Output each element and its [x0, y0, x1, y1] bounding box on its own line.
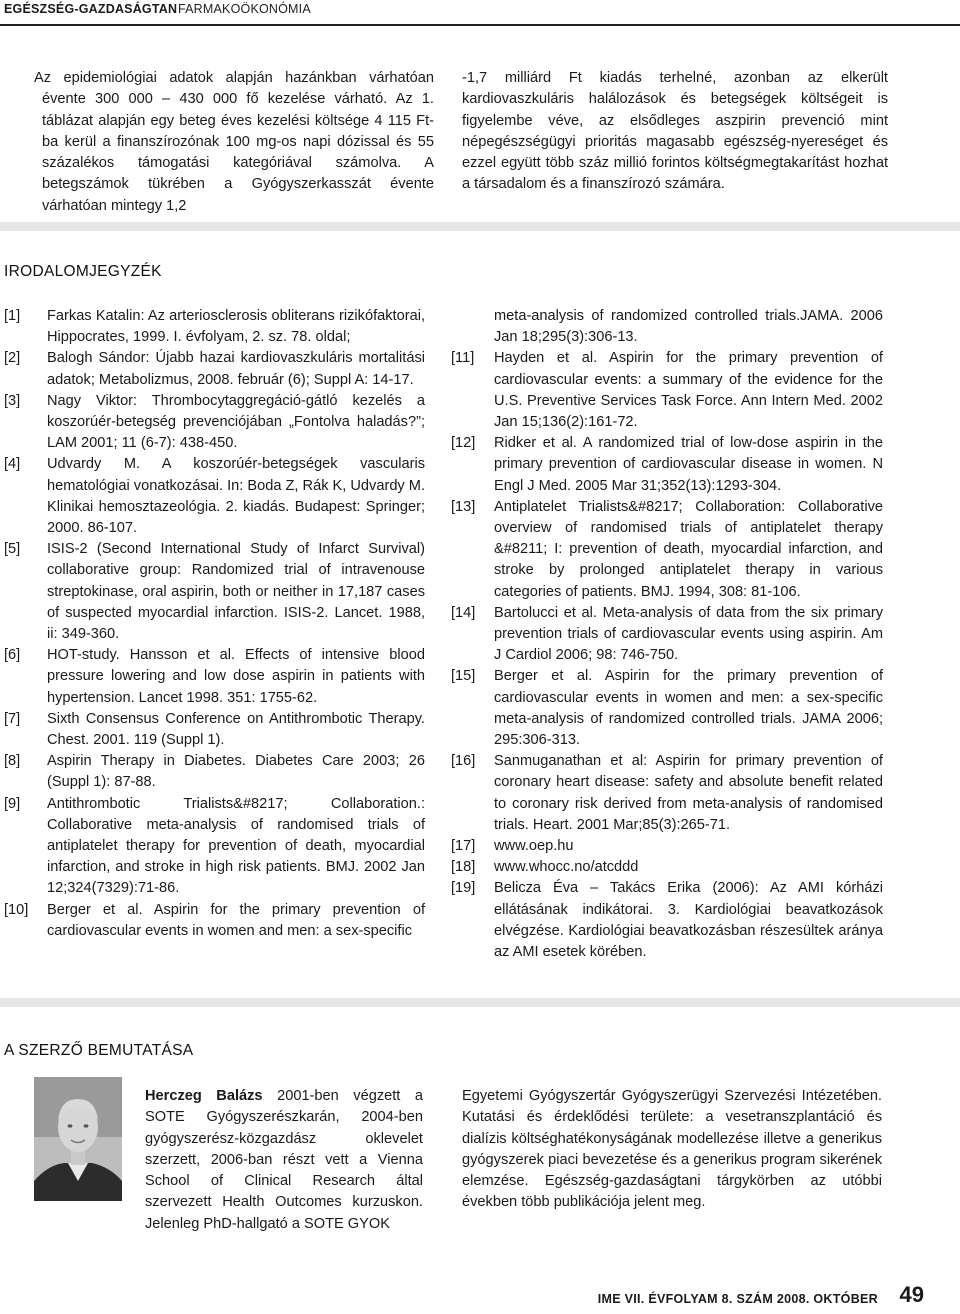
reference-item	[4, 900, 425, 942]
reference-text: Sanmuganathan et al: Aspirin for primary prevention of coronary heart disease: safety and absolute benefit related to coronary risk derived from meta-analysis of randomised trials. Heart. 2001 Mar;85(3):265-71.	[494, 753, 883, 833]
author-name: Herczeg Balázs	[145, 1088, 263, 1104]
author-bio-right: Egyetemi Gyógyszertár Gyógyszerügyi Szervezési Intézetében. Kutatási és érdeklődési területe: a vesetranszplantáció és dialízis költséghatékonyságának modellezése illetve a generikus gyógyszerek piaci bevezetése és a generikus program sikerének elemzése. Egészség-gazdaságtani tárgykörben az utóbbi években több publikációja jelent meg.	[462, 1088, 882, 1211]
reference-number: [3]	[4, 392, 21, 409]
reference-text: Antithrombotic Trialists&#8217; Collaboration.: Collaborative meta-analysis of randomised trials of antiplatelet therapy for prevention of death, myocardial infarction, and stroke in high risk patients. BMJ. 2002 Jan 12;324(7329):71-86.	[47, 795, 425, 897]
reference-number: [15]	[451, 668, 476, 685]
reference-text: Belicza Éva – Takács Erika (2006): Az AMI kórházi ellátásának indikátorai. 3. Kardiológiai beavatkozások elvégzése. Kardiológiai beavatkozásban részesültek aránya az AMI esetek körében.	[494, 880, 883, 961]
reference-text: Bartolucci et al. Meta-analysis of data from the six primary prevention trials of cardiovascular events using aspirin. Am J Cardiol 2006; 98: 746-750.	[494, 604, 883, 664]
reference-number: [6]	[4, 647, 21, 664]
journal-info: IME VII. ÉVFOLYAM 8. SZÁM 2008. OKTÓBER	[597, 1292, 878, 1306]
intro-paragraph-left: Az epidemiológiai adatok alapján hazánkban várhatóan évente 300 000 – 430 000 fő kezelése várható. Az 1. táblázat alapján egy beteg éves kezelési költsége 4 115 Ft-ba kerül a finanszírozónak 100 mg-os napi dózissal és 55 százalékos támogatási kategóriával számolva. A betegszámok tükrében a Gyógyszerkasszát évente várhatóan mintegy 1,2	[34, 70, 434, 214]
reference-text: Nagy Viktor: Thrombocytaggregáció-gátló kezelés a koszorúér-betegség prevenciójában „Fontolva haladás?”; LAM 2001; 11 (6-7): 438-450.	[47, 392, 425, 452]
reference-number: [11]	[451, 350, 475, 367]
author-section-title: A SZERZŐ BEMUTATÁSA	[4, 1042, 194, 1059]
reference-item	[4, 391, 425, 455]
reference-number: [1]	[4, 308, 21, 324]
reference-number: [9]	[4, 795, 21, 812]
reference-item	[451, 603, 883, 667]
reference-text: Ridker et al. A randomized trial of low-dose aspirin in the primary prevention of cardiovascular disease in women. N Engl J Med. 2005 Mar 31;352(13):1293-304.	[494, 435, 883, 494]
reference-number: [8]	[4, 753, 21, 770]
subsection-label: FARMAKOÖKONÓMIA	[178, 2, 311, 16]
reference-text: Antiplatelet Trialists&#8217; Collaboration: Collaborative overview of randomised trials of antiplatelet therapy &#8211; I: prevention of death, myocardial infarction, and stroke by prolonged antiplatelet therapy in various categories of patients. BMJ. 1994, 308: 81-106.	[494, 498, 883, 600]
section-divider	[0, 998, 960, 1007]
author-bio-text: 2001-ben végzett a SOTE Gyógyszerészkarán, 2004-ben gyógyszerész-közgazdász oklevelet szerzett, 2006-ban részt vett a Vienna School of Clinical Research által szervezett Health Outcomes kurzuskon. Jelenleg PhD-hallgató a SOTE GYOK	[145, 1088, 423, 1232]
reference-text: Hayden et al. Aspirin for the primary prevention of cardiovascular events: a summary of the evidence for the U.S. Preventive Services Task Force. Ann Intern Med. 2002 Jan 15;136(2):161-72.	[494, 350, 883, 431]
reference-item	[4, 348, 425, 390]
reference-text: Berger et al. Aspirin for the primary prevention of cardiovascular events in women and men: a sex-specific	[47, 901, 425, 939]
reference-text: Berger et al. Aspirin for the primary prevention of cardiovascular events in women and men: a sex-specific meta-analysis of randomized controlled trials. JAMA 2006; 295:306-313.	[494, 668, 883, 749]
reference-number: [13]	[451, 498, 476, 515]
reference-item	[4, 306, 425, 348]
reference-item	[451, 878, 883, 963]
reference-text: ISIS-2 (Second International Study of Infarct Survival) collaborative group: Randomized trial of intravenouse streptokinase, oral aspirin, both or neither in 17,187 cases of suspected myocardial infarction. ISIS-2. Lancet. 1988, ii: 349-360.	[47, 541, 425, 643]
intro-paragraph-right: -1,7 milliárd Ft kiadás terhelné, azonban az elkerült kardiovaszkuláris halálozások és betegségek költségeit is figyelembe véve, az elsődleges aszpirin prevenció mint népegészségügyi prioritás magasabb egészség-nyereséget és ezzel együtt több száz millió forintos költségmegtakarítást hozhat a társadalom és a finanszírozó számára.	[462, 70, 888, 193]
reference-number: [18]	[451, 859, 476, 876]
reference-text: meta-analysis of randomized controlled trials.JAMA. 2006 Jan 18;295(3):306-13.	[494, 308, 883, 346]
reference-text: www.oep.hu	[494, 838, 574, 855]
reference-item	[4, 454, 425, 539]
reference-item	[451, 348, 883, 433]
reference-number: [5]	[4, 541, 21, 558]
page-number: 49	[899, 1282, 924, 1307]
section-divider	[0, 222, 960, 231]
reference-item	[4, 539, 425, 645]
author-bio-left	[145, 1086, 423, 1235]
reference-item	[451, 306, 883, 348]
references-title: IRODALOMJEGYZÉK	[4, 263, 162, 280]
reference-number: [14]	[451, 604, 476, 621]
section-label: EGÉSZSÉG-GAZDASÁGTAN	[4, 2, 178, 16]
reference-item	[451, 836, 883, 857]
references-list-left	[4, 306, 425, 942]
reference-item	[451, 497, 883, 603]
reference-number: [10]	[4, 901, 29, 918]
reference-text: Aspirin Therapy in Diabetes. Diabetes Care 2003; 26 (Suppl 1): 87-88.	[47, 753, 425, 791]
reference-number: [7]	[4, 710, 21, 727]
reference-text: www.whocc.no/atcddd	[494, 859, 639, 876]
reference-text: HOT-study. Hansson et al. Effects of intensive blood pressure lowering and low dose aspirin in patients with hypertension. Lancet 1998. 351: 1755-62.	[47, 647, 425, 706]
reference-item	[451, 433, 883, 497]
reference-item	[451, 751, 883, 836]
reference-text: Balogh Sándor: Újabb hazai kardiovaszkuláris mortalitási adatok; Metabolizmus, 2008. február (6); Suppl A: 14-17.	[47, 350, 425, 388]
header-rule	[0, 24, 960, 26]
reference-text: Farkas Katalin: Az arteriosclerosis obliterans rizikófaktorai, Hippocrates, 1999. I. évfolyam, 2. sz. 78. oldal;	[47, 308, 425, 346]
running-header	[0, 0, 960, 26]
reference-number: [16]	[451, 753, 476, 770]
author-photo	[34, 1077, 122, 1201]
reference-number: [17]	[451, 838, 476, 855]
reference-item	[451, 666, 883, 751]
reference-item	[4, 709, 425, 751]
reference-item	[451, 857, 883, 878]
reference-item	[4, 751, 425, 793]
reference-text: Udvardy M. A koszorúér-betegségek vascularis hematológiai vonatkozásai. In: Boda Z, Rák K, Udvardy M. Klinikai hemosztazeológia. 2. kiadás. Budapest: Springer; 2000. 86-107.	[47, 456, 425, 537]
reference-number: [4]	[4, 456, 21, 473]
reference-number: [12]	[451, 435, 476, 452]
page-footer	[560, 1280, 930, 1314]
references-list-right	[451, 306, 883, 963]
reference-item	[4, 794, 425, 900]
reference-item	[4, 645, 425, 709]
reference-text: Sixth Consensus Conference on Antithrombotic Therapy. Chest. 2001. 119 (Suppl 1).	[47, 710, 425, 749]
reference-number: [19]	[451, 880, 476, 897]
reference-number: [2]	[4, 350, 21, 367]
